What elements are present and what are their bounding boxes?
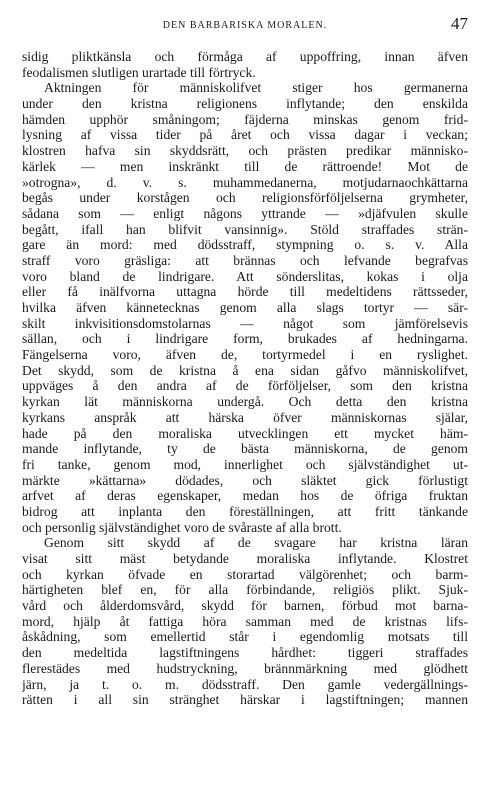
text-line: den medeltida lagstiftningens hårdhet: tiggeri straffades: [22, 645, 468, 661]
text-line: gare än mord: med dödsstraff, stympning o. s. v. Alla: [22, 237, 468, 253]
text-line: lysning af vissa tider på året och vissa dagar i veckan;: [22, 127, 468, 143]
text-line: arfvet af deras egenskaper, medan hos de öfriga fruktan: [22, 488, 468, 504]
text-line: visat sitt mäst betydande moraliska inflytande. Klostret: [22, 551, 468, 566]
text-line: hvilka äfven kännetecknas genom alla slags tortyr — sär-: [22, 300, 468, 315]
text-line: sällan, och i lindrigare form, brukades af hedningarna.: [22, 331, 468, 347]
text-line: och kyrkan öfvade en storartad välgörenhet; och barm-: [22, 566, 468, 582]
text-line: hämden upphör småningom; fäjderna minskas genom frid-: [22, 111, 468, 127]
text-line: märkte »kättarna» dödades, och släktet gick förlustigt: [22, 472, 468, 488]
text-line: Det skydd, som de kristna å ena sidan gåfvo människolifvet,: [22, 362, 468, 378]
text-line: sådana som — enligt någons yttrande — »djäfvulen skulle: [22, 205, 468, 221]
text-line: kyrkan lät människorna undergå. Och detta den kristna: [22, 394, 468, 410]
book-page: [22, 14, 468, 790]
body-text: [22, 49, 468, 708]
text-line: begås under korstågen och religionsförföljelserna grymheter,: [22, 190, 468, 206]
text-line: mande inflytande, ty de bästa människorna, de genom: [22, 441, 468, 457]
text-line: rätten i all sin stränghet härskar i lagstiftningen; mannen: [22, 692, 468, 708]
text-line: straff voro gräsliga: att brännas och lefvande begrafvas: [22, 252, 468, 268]
text-line: under den kristna religionens inflytande; den enskilda: [22, 96, 468, 112]
text-line: »otrogna», d. v. s. muhammedanerna, motjudarnaochkättarna: [22, 174, 468, 190]
text-line: Genom sitt skydd af de svagare har kristna läran: [44, 535, 468, 551]
text-line: flerestädes med hudstryckning, brännmärkning med glödhett: [22, 660, 468, 676]
text-line: klostren hafva sin skyddsrätt, och prästen predikar människo-: [22, 143, 468, 159]
text-line: eller få inälfvorna uttagna hörde till medeltidens rättsseder,: [22, 284, 468, 300]
text-line: härtigheten blef en, för alla förbindande, religiös plikt. Sjuk-: [22, 582, 468, 598]
text-line: voro bland de lindrigare. Att sönderslitas, kokas i olja: [22, 268, 468, 284]
text-line: mord, hjälp åt fattiga höra samman med de kristnas lifs-: [22, 613, 468, 629]
text-line: skilt inkvisitionsdomstolarnas — något som jämförelsevis: [22, 315, 468, 331]
text-line: hade på den moraliska utvecklingen ett mycket häm-: [22, 425, 468, 441]
text-line: åskådning, som emellertid står i egendomlig motsats till: [22, 629, 468, 645]
text-line: kyrkans anspråk att härska öfver människornas själar,: [22, 409, 468, 425]
text-line: kärlek — men inskränkt till de rättroende! Mot de: [22, 158, 468, 174]
page-header: [22, 14, 468, 38]
text-line: fri tanke, genom mod, innerlighet och självständighet ut-: [22, 456, 468, 472]
text-line: bidrog att inplanta den föreställningen, att fritt tänkande: [22, 503, 468, 519]
text-line: järn, ja t. o. m. dödsstraff. Den gamle vedergällnings-: [22, 676, 468, 692]
text-line: begått, ifall han blifvit vansinnig». Stöld straffades strän-: [22, 221, 468, 237]
text-line: vård och ålderdomsvård, skydd för barnen, förbud mot barna-: [22, 598, 468, 614]
running-head: DEN BARBARISKA MORALEN.: [162, 20, 328, 31]
text-line: uppväges å den andra af de förföljelser, som den kristna: [22, 378, 468, 394]
text-line: och personlig självständighet voro de svåraste af alla brott.: [22, 519, 342, 535]
page-number: 47: [451, 14, 468, 33]
text-line: Aktningen för människolifvet stiger hos germanerna: [44, 80, 468, 96]
text-line: Fängelserna voro, äfven de, tortyrmedel i en ryslighet.: [22, 347, 468, 363]
text-line: feodalismen slutligen urartade till förtryck.: [22, 64, 256, 80]
text-line: sidig pliktkänsla och förmåga af uppoffring, innan äfven: [22, 49, 468, 64]
